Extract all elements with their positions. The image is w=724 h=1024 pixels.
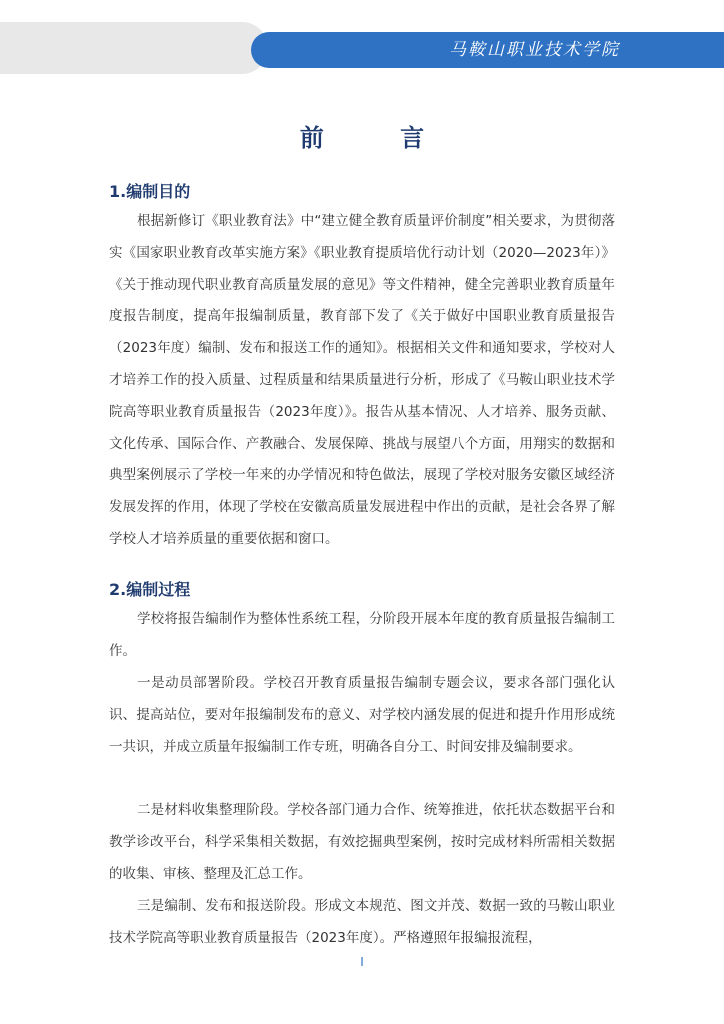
section-heading-process: 2.编制过程 — [109, 580, 191, 599]
paragraph-process-intro: 学校将报告编制作为整体性系统工程，分阶段开展本年度的教育质量报告编制工作。 — [109, 611, 615, 659]
paragraph-process-stage2: 二是材料收集整理阶段。学校各部门通力合作、统筹推进，依托状态数据平台和教学诊改平台，科学采集相关数据，有效挖掘典型案例，按时完成材料所需相关数据的收集、审核、整理及汇总工作。 — [109, 802, 615, 882]
section-heading-purpose: 1.编制目的 — [109, 182, 191, 201]
paragraph-process-stage3: 三是编制、发布和报送阶段。形成文本规范、图文并茂、数据一致的马鞍山职业技术学院高等职业教育质量报告（2023年度）。严格遵照年报编报流程， — [109, 898, 615, 946]
paragraph-process-stage1: 一是动员部署阶段。学校召开教育质量报告编制专题会议，要求各部门强化认识、提高站位，要对年报编制发布的意义、对学校内涵发展的促进和提升作用形成统一共识，并成立质量年报编制工作专班，明确各自分工、时间安排及编制要求。 — [109, 675, 615, 755]
page-number: I — [360, 955, 364, 969]
header-gray-band — [0, 22, 268, 74]
college-name-logo: 马鞍山职业技术学院 — [449, 40, 620, 60]
header-banner — [251, 32, 724, 68]
page-title: 前 言 — [299, 124, 459, 152]
paragraph-purpose: 根据新修订《职业教育法》中“建立健全教育质量评价制度”相关要求，为贯彻落实《国家职业教育改革实施方案》《职业教育提质培优行动计划（2020—2023年）》《关于推动现代职业教育高质量发展的意见》等文件精神，健全完善职业教育质量年度报告制度，提高年报编制质量，教育部下发了《关于做好中国职业教育质量报告（2023年度）编制、发布和报送工作的通知》。根据相关文件和通知要求，学校对人才培养工作的投入质量、过程质量和结果质量进行分析，形成了《马鞍山职业技术学院高等职业教育质量报告（2023年度）》。报告从基本情况、人才培养、服务贡献、文化传承、国际合作、产教融合、发展保障、挑战与展望八个方面，用翔实的数据和典型案例展示了学校一年来的办学情况和特色做法，展现了学校对服务安徽区域经济发展发挥的作用，体现了学校在安徽高质量发展进程中作出的贡献，是社会各界了解学校人才培养质量的重要依据和窗口。 — [109, 213, 615, 547]
